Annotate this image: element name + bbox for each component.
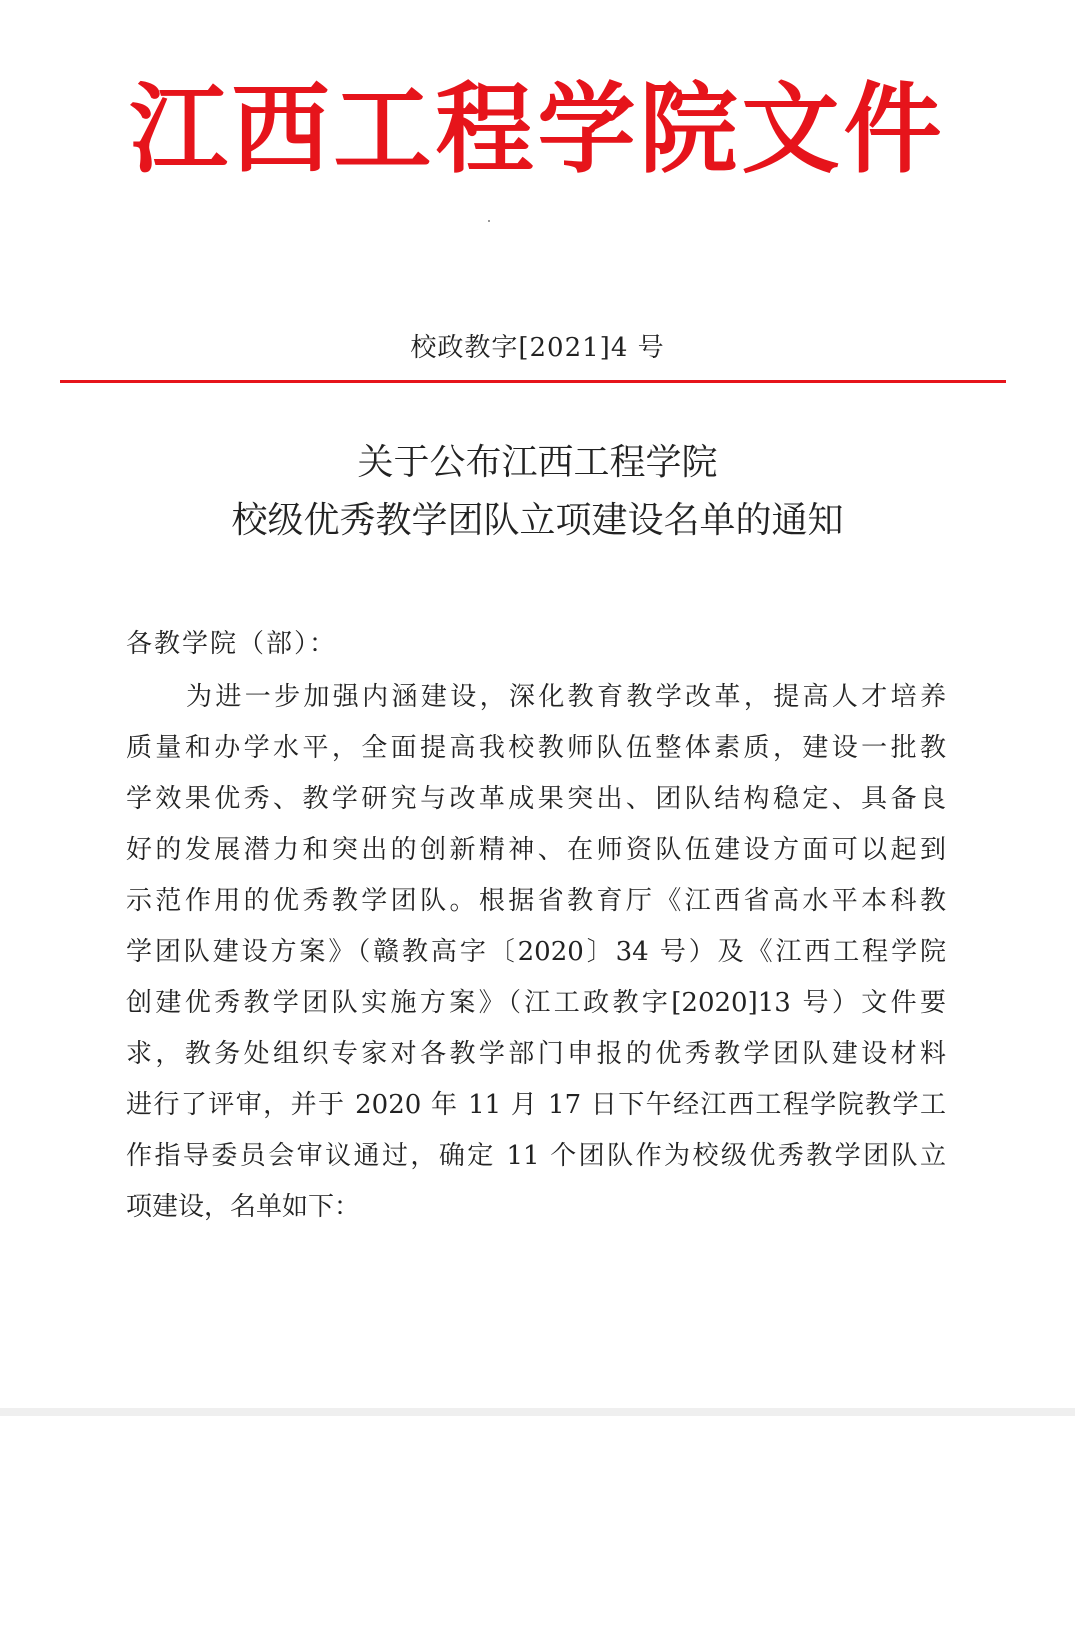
body-line: 为进一步加强内涵建设，深化教育教学改革，提高人才培养 [186, 682, 946, 712]
body-paragraph [126, 672, 946, 1233]
body-line: 学团队建设方案》（赣教高字〔2020〕34 号）及《江西工程学院 [126, 937, 946, 967]
red-divider-rule [60, 380, 1006, 383]
body-line: 求，教务处组织专家对各教学部门申报的优秀教学团队建设材料 [126, 1039, 946, 1069]
document-number: 校政教字[2021]4 号 [410, 333, 665, 363]
title-line: 校级优秀教学团队立项建设名单的通知 [231, 500, 844, 541]
title-line: 关于公布江西工程学院 [357, 442, 718, 483]
body-line: 项建设，名单如下： [126, 1192, 361, 1222]
body-line: 进行了评审，并于 2020 年 11 月 17 日下午经江西工程学院教学工 [126, 1090, 946, 1120]
next-page [0, 1416, 1075, 1641]
body-line: 创建优秀教学团队实施方案》（江工政教字[2020]13 号）文件要 [126, 988, 946, 1018]
body-line: 质量和办学水平，全面提高我校教师队伍整体素质，建设一批教 [126, 733, 946, 763]
body-line: 作指导委员会审议通过，确定 11 个团队作为校级优秀教学团队立 [126, 1141, 946, 1171]
notice-title [60, 434, 1015, 550]
masthead-title: 江西工程学院文件 [129, 73, 946, 187]
salutation: 各教学院（部）： [126, 629, 338, 659]
body-line: 学效果优秀、教学研究与改革成果突出、团队结构稳定、具备良 [126, 784, 946, 814]
page-separator [0, 1408, 1075, 1416]
scan-dot [488, 220, 490, 222]
body-line: 示范作用的优秀教学团队。根据省教育厅《江西省高水平本科教 [126, 886, 946, 916]
body-line: 好的发展潜力和突出的创新精神、在师资队伍建设方面可以起到 [126, 835, 946, 865]
